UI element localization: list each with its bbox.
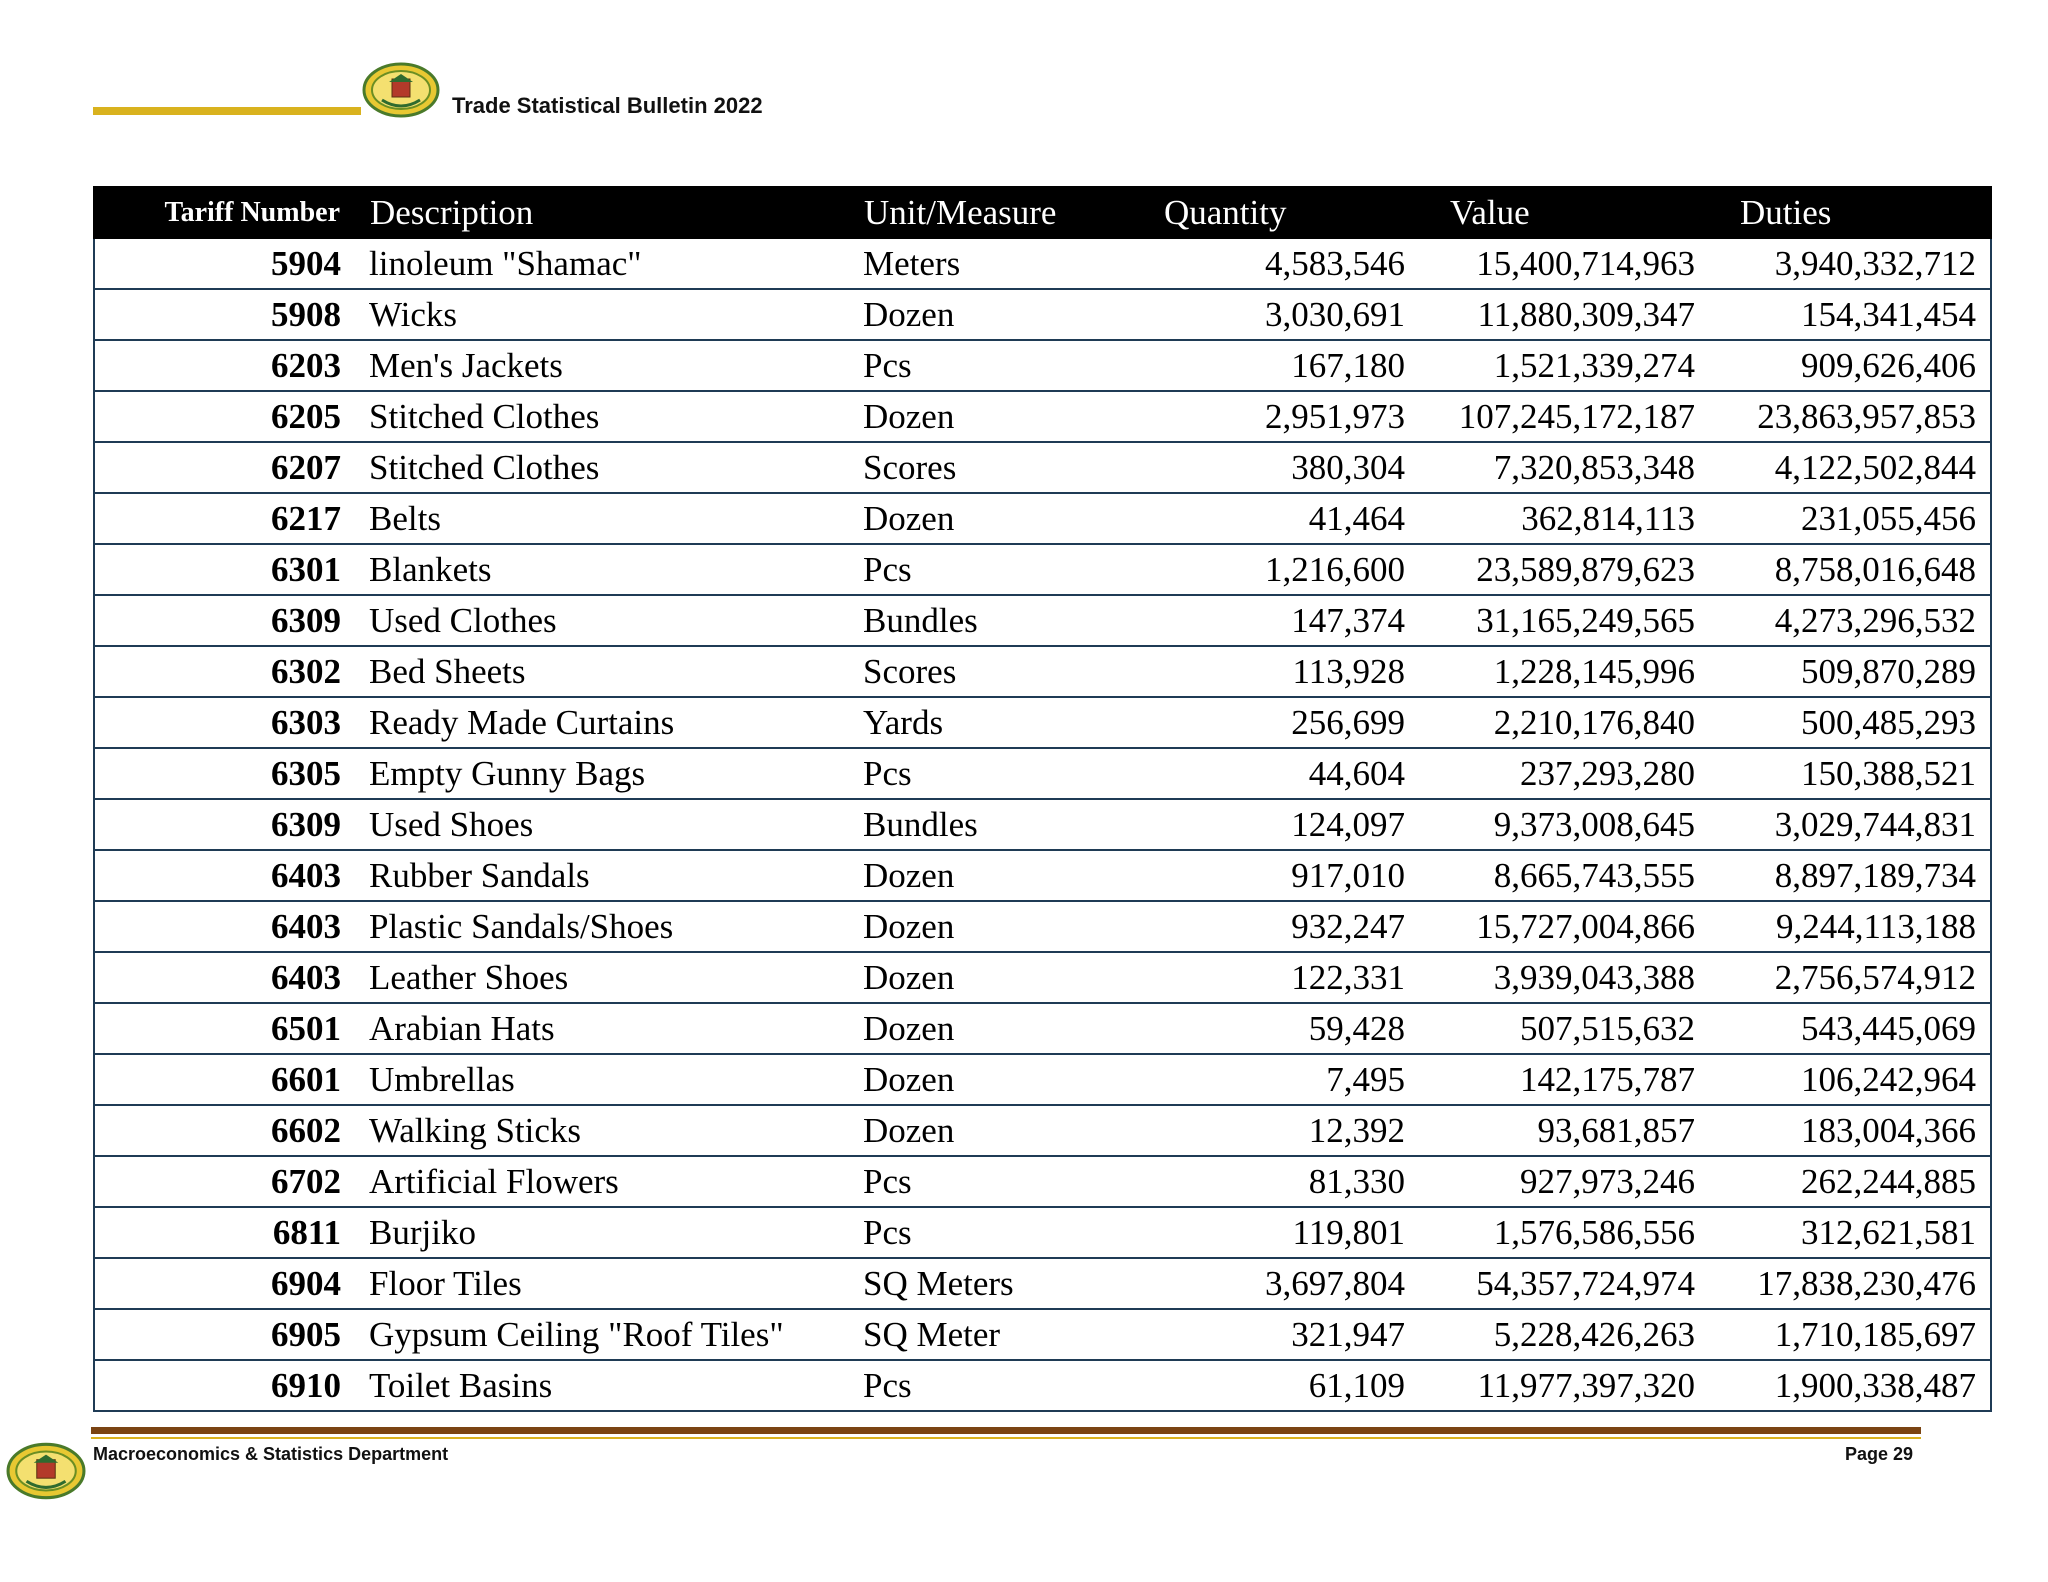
cell-value: 31,165,249,565 — [1419, 595, 1709, 646]
cell-unit-measure: Dozen — [857, 1054, 1155, 1105]
cell-tariff-number: 6403 — [94, 850, 359, 901]
cell-quantity: 3,697,804 — [1155, 1258, 1419, 1309]
table-row — [94, 391, 1991, 442]
footer-page-number: Page 29 — [1844, 1444, 1913, 1464]
cell-tariff-number: 6702 — [94, 1156, 359, 1207]
cell-description: Arabian Hats — [359, 1003, 857, 1054]
table-row — [94, 493, 1991, 544]
cell-quantity: 59,428 — [1155, 1003, 1419, 1054]
cell-duties: 3,029,744,831 — [1709, 799, 1991, 850]
cell-tariff-number: 6501 — [94, 1003, 359, 1054]
table-row — [94, 1156, 1991, 1207]
page-header-title: Trade Statistical Bulletin 2022 — [452, 93, 763, 118]
cell-tariff-number: 6811 — [94, 1207, 359, 1258]
cell-duties: 154,341,454 — [1709, 289, 1991, 340]
cell-duties: 509,870,289 — [1709, 646, 1991, 697]
cell-description: linoleum "Shamac" — [359, 238, 857, 289]
cell-value: 142,175,787 — [1419, 1054, 1709, 1105]
cell-quantity: 113,928 — [1155, 646, 1419, 697]
cell-unit-measure: Pcs — [857, 340, 1155, 391]
column-header-quantity: Quantity — [1155, 187, 1419, 238]
cell-description: Wicks — [359, 289, 857, 340]
cell-description: Belts — [359, 493, 857, 544]
footer-gold-line — [91, 1437, 1921, 1439]
cell-tariff-number: 6601 — [94, 1054, 359, 1105]
cell-unit-measure: Dozen — [857, 493, 1155, 544]
cell-duties: 9,244,113,188 — [1709, 901, 1991, 952]
cell-value: 8,665,743,555 — [1419, 850, 1709, 901]
emblem-seal-icon — [6, 1442, 86, 1500]
cell-tariff-number: 6301 — [94, 544, 359, 595]
table-row — [94, 1105, 1991, 1156]
cell-value: 11,977,397,320 — [1419, 1360, 1709, 1411]
cell-description: Used Shoes — [359, 799, 857, 850]
table-row — [94, 1207, 1991, 1258]
cell-description: Bed Sheets — [359, 646, 857, 697]
table-row — [94, 544, 1991, 595]
cell-duties: 231,055,456 — [1709, 493, 1991, 544]
cell-tariff-number: 6305 — [94, 748, 359, 799]
cell-duties: 543,445,069 — [1709, 1003, 1991, 1054]
cell-description: Blankets — [359, 544, 857, 595]
cell-quantity: 321,947 — [1155, 1309, 1419, 1360]
footer-brown-line — [91, 1427, 1921, 1434]
table-row — [94, 1360, 1991, 1411]
cell-duties: 3,940,332,712 — [1709, 238, 1991, 289]
cell-value: 5,228,426,263 — [1419, 1309, 1709, 1360]
cell-tariff-number: 6905 — [94, 1309, 359, 1360]
cell-value: 1,576,586,556 — [1419, 1207, 1709, 1258]
cell-value: 7,320,853,348 — [1419, 442, 1709, 493]
cell-quantity: 124,097 — [1155, 799, 1419, 850]
table-row — [94, 238, 1991, 289]
tariff-data-table — [93, 186, 1992, 1412]
cell-quantity: 917,010 — [1155, 850, 1419, 901]
cell-value: 23,589,879,623 — [1419, 544, 1709, 595]
cell-duties: 106,242,964 — [1709, 1054, 1991, 1105]
cell-unit-measure: Dozen — [857, 850, 1155, 901]
cell-tariff-number: 6205 — [94, 391, 359, 442]
cell-unit-measure: Dozen — [857, 391, 1155, 442]
cell-quantity: 3,030,691 — [1155, 289, 1419, 340]
cell-quantity: 256,699 — [1155, 697, 1419, 748]
table-row — [94, 1309, 1991, 1360]
cell-description: Umbrellas — [359, 1054, 857, 1105]
cell-value: 15,400,714,963 — [1419, 238, 1709, 289]
cell-duties: 150,388,521 — [1709, 748, 1991, 799]
cell-description: Plastic Sandals/Shoes — [359, 901, 857, 952]
cell-duties: 17,838,230,476 — [1709, 1258, 1991, 1309]
cell-unit-measure: Pcs — [857, 748, 1155, 799]
cell-quantity: 380,304 — [1155, 442, 1419, 493]
cell-value: 1,228,145,996 — [1419, 646, 1709, 697]
cell-description: Toilet Basins — [359, 1360, 857, 1411]
cell-duties: 262,244,885 — [1709, 1156, 1991, 1207]
table-row — [94, 442, 1991, 493]
cell-unit-measure: Pcs — [857, 544, 1155, 595]
cell-unit-measure: Bundles — [857, 799, 1155, 850]
column-header-description: Description — [359, 187, 857, 238]
cell-quantity: 1,216,600 — [1155, 544, 1419, 595]
table-row — [94, 595, 1991, 646]
cell-description: Floor Tiles — [359, 1258, 857, 1309]
cell-quantity: 122,331 — [1155, 952, 1419, 1003]
cell-duties: 4,273,296,532 — [1709, 595, 1991, 646]
cell-description: Walking Sticks — [359, 1105, 857, 1156]
cell-description: Artificial Flowers — [359, 1156, 857, 1207]
header-gold-line — [93, 107, 361, 115]
cell-description: Used Clothes — [359, 595, 857, 646]
table-row — [94, 748, 1991, 799]
cell-tariff-number: 6309 — [94, 799, 359, 850]
cell-quantity: 7,495 — [1155, 1054, 1419, 1105]
footer-department: Macroeconomics & Statistics Department — [93, 1444, 449, 1464]
cell-quantity: 932,247 — [1155, 901, 1419, 952]
cell-duties: 1,710,185,697 — [1709, 1309, 1991, 1360]
emblem-seal-icon — [362, 62, 440, 118]
cell-tariff-number: 5908 — [94, 289, 359, 340]
cell-tariff-number: 6602 — [94, 1105, 359, 1156]
cell-value: 1,521,339,274 — [1419, 340, 1709, 391]
cell-description: Ready Made Curtains — [359, 697, 857, 748]
cell-value: 3,939,043,388 — [1419, 952, 1709, 1003]
cell-duties: 8,897,189,734 — [1709, 850, 1991, 901]
cell-tariff-number: 6203 — [94, 340, 359, 391]
cell-tariff-number: 5904 — [94, 238, 359, 289]
column-header-unit-measure: Unit/Measure — [857, 187, 1155, 238]
cell-tariff-number: 6303 — [94, 697, 359, 748]
table-row — [94, 646, 1991, 697]
table-row — [94, 952, 1991, 1003]
cell-duties: 909,626,406 — [1709, 340, 1991, 391]
cell-duties: 500,485,293 — [1709, 697, 1991, 748]
cell-value: 15,727,004,866 — [1419, 901, 1709, 952]
cell-unit-measure: Meters — [857, 238, 1155, 289]
table-row — [94, 697, 1991, 748]
cell-unit-measure: Yards — [857, 697, 1155, 748]
cell-unit-measure: Pcs — [857, 1156, 1155, 1207]
cell-unit-measure: Pcs — [857, 1207, 1155, 1258]
cell-duties: 183,004,366 — [1709, 1105, 1991, 1156]
cell-quantity: 167,180 — [1155, 340, 1419, 391]
cell-description: Rubber Sandals — [359, 850, 857, 901]
table-row — [94, 850, 1991, 901]
cell-tariff-number: 6309 — [94, 595, 359, 646]
cell-value: 11,880,309,347 — [1419, 289, 1709, 340]
cell-duties: 4,122,502,844 — [1709, 442, 1991, 493]
column-header-tariff-number: Tariff Number — [94, 187, 359, 238]
cell-value: 237,293,280 — [1419, 748, 1709, 799]
cell-quantity: 12,392 — [1155, 1105, 1419, 1156]
cell-quantity: 41,464 — [1155, 493, 1419, 544]
table-row — [94, 289, 1991, 340]
cell-tariff-number: 6302 — [94, 646, 359, 697]
cell-tariff-number: 6217 — [94, 493, 359, 544]
cell-value: 107,245,172,187 — [1419, 391, 1709, 442]
cell-quantity: 4,583,546 — [1155, 238, 1419, 289]
table-row — [94, 901, 1991, 952]
cell-unit-measure: Scores — [857, 442, 1155, 493]
cell-unit-measure: Dozen — [857, 289, 1155, 340]
cell-unit-measure: Scores — [857, 646, 1155, 697]
cell-quantity: 81,330 — [1155, 1156, 1419, 1207]
cell-quantity: 119,801 — [1155, 1207, 1419, 1258]
cell-duties: 8,758,016,648 — [1709, 544, 1991, 595]
cell-unit-measure: Dozen — [857, 901, 1155, 952]
cell-value: 507,515,632 — [1419, 1003, 1709, 1054]
cell-duties: 23,863,957,853 — [1709, 391, 1991, 442]
cell-tariff-number: 6207 — [94, 442, 359, 493]
cell-description: Stitched Clothes — [359, 391, 857, 442]
cell-quantity: 61,109 — [1155, 1360, 1419, 1411]
cell-tariff-number: 6403 — [94, 952, 359, 1003]
cell-description: Gypsum Ceiling "Roof Tiles" — [359, 1309, 857, 1360]
cell-description: Stitched Clothes — [359, 442, 857, 493]
column-header-value: Value — [1419, 187, 1709, 238]
cell-description: Empty Gunny Bags — [359, 748, 857, 799]
table-row — [94, 1258, 1991, 1309]
table-body — [94, 238, 1991, 1411]
cell-quantity: 44,604 — [1155, 748, 1419, 799]
cell-unit-measure: Bundles — [857, 595, 1155, 646]
table-row — [94, 1054, 1991, 1105]
cell-unit-measure: SQ Meters — [857, 1258, 1155, 1309]
cell-unit-measure: Pcs — [857, 1360, 1155, 1411]
cell-quantity: 147,374 — [1155, 595, 1419, 646]
cell-value: 9,373,008,645 — [1419, 799, 1709, 850]
cell-unit-measure: Dozen — [857, 952, 1155, 1003]
cell-unit-measure: Dozen — [857, 1105, 1155, 1156]
cell-value: 54,357,724,974 — [1419, 1258, 1709, 1309]
table-header-row — [94, 187, 1991, 238]
table-row — [94, 1003, 1991, 1054]
cell-duties: 2,756,574,912 — [1709, 952, 1991, 1003]
cell-value: 93,681,857 — [1419, 1105, 1709, 1156]
cell-quantity: 2,951,973 — [1155, 391, 1419, 442]
cell-value: 2,210,176,840 — [1419, 697, 1709, 748]
cell-tariff-number: 6403 — [94, 901, 359, 952]
cell-value: 927,973,246 — [1419, 1156, 1709, 1207]
cell-tariff-number: 6910 — [94, 1360, 359, 1411]
cell-value: 362,814,113 — [1419, 493, 1709, 544]
cell-description: Leather Shoes — [359, 952, 857, 1003]
cell-description: Burjiko — [359, 1207, 857, 1258]
cell-unit-measure: SQ Meter — [857, 1309, 1155, 1360]
cell-unit-measure: Dozen — [857, 1003, 1155, 1054]
table-row — [94, 340, 1991, 391]
cell-duties: 1,900,338,487 — [1709, 1360, 1991, 1411]
cell-duties: 312,621,581 — [1709, 1207, 1991, 1258]
cell-tariff-number: 6904 — [94, 1258, 359, 1309]
table-row — [94, 799, 1991, 850]
cell-description: Men's Jackets — [359, 340, 857, 391]
column-header-duties: Duties — [1709, 187, 1991, 238]
